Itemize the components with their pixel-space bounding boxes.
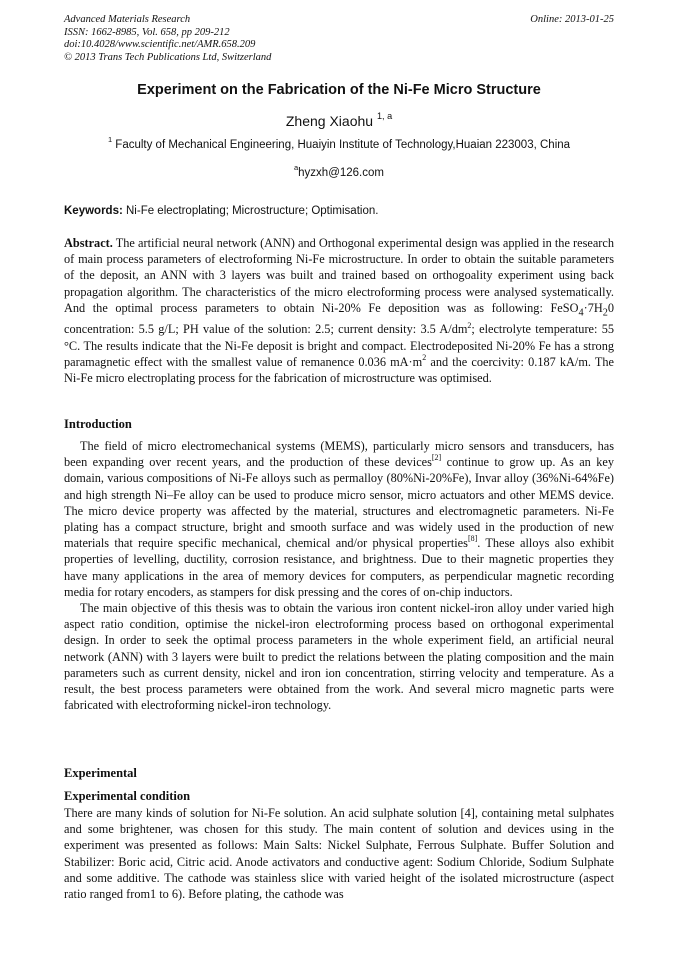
citation-ref[interactable]: [2]	[431, 453, 442, 463]
email-address: hyzxh@126.com	[298, 167, 384, 179]
abstract-text-4: ; electrolyte temperature: 55 °C. The results indicate that the Ni-Fe deposit is bright and compact. Electrodeposited Ni-20% Fe has a strong paramagnetic effect with the smallest value of remanence 0.036 mA·m	[64, 322, 614, 369]
paper-title: Experiment on the Fabrication of the Ni-Fe Micro Structure	[137, 82, 541, 98]
journal-name: Advanced Materials Research	[64, 14, 191, 25]
introduction-heading: Introduction	[64, 417, 132, 431]
copyright-line: © 2013 Trans Tech Publications Ltd, Switzerland	[64, 51, 272, 63]
abstract-sub-1: 4	[578, 307, 584, 319]
author-line	[40, 113, 638, 129]
experimental-heading: Experimental	[64, 766, 137, 780]
introduction-body	[64, 438, 614, 713]
abstract	[64, 235, 614, 386]
abstract-text-5: and the coercivity: 0.187 kA/m. The Ni-Fe micro electroplating process for the fabrication of microstructure was optimised.	[64, 354, 615, 386]
abstract-text-2: ·7H	[583, 300, 603, 315]
affiliation	[40, 135, 638, 151]
citation-ref[interactable]: [8]	[467, 534, 478, 544]
email-line	[40, 163, 638, 179]
affiliation-text: Faculty of Mechanical Engineering, Huaiyin Institute of Technology,Huaian 223003, China	[115, 139, 571, 151]
keywords-text: Ni-Fe electroplating; Microstructure; Optimisation.	[126, 205, 379, 217]
abstract-sub-2: 2	[602, 307, 608, 319]
author-sup: 1, a	[376, 111, 393, 122]
keywords	[64, 205, 616, 217]
affiliation-sup: 1	[107, 135, 113, 145]
intro-p1-a: The field of micro electromechanical systems (MEMS), particularly micro sensors and transducers, has been expanding over recent years, and the production of these devices	[64, 439, 614, 470]
abstract-text-3: 0 concentration: 5.5 g/L; PH value of the solution: 2.5; current density: 3.5 A/dm	[64, 300, 614, 337]
abstract-label: Abstract.	[64, 236, 113, 250]
keywords-label: Keywords:	[64, 205, 123, 217]
journal-header	[64, 14, 271, 64]
email-sup: a	[294, 163, 299, 173]
doi-line: doi:10.4028/www.scientific.net/AMR.658.209	[64, 39, 256, 50]
intro-p1-c: . These alloys also exhibit properties of levelling, ductility, corrosion resistance, and brightness. Due to their magnetic properties they have many applications in the area of memory devices for computers, as perpendicular magnetic recording media for rotary encoders, as stampers for disk pressing and the cores of on-chip inductors.	[64, 536, 614, 599]
experimental-condition-text: There are many kinds of solution for Ni-Fe solution. An acid sulphate solution [4], containing metal sulphates and some brightener, was chosen for this study. The main content of solution and devices using in the experiment was presented as follows: Main Salts: Nickel Sulphate, Ferrous Sulphate. Buffer Solution and Stabilizer: Boric acid, Citric acid. Anode activators and conductive agent: Sodium Chloride, Sodium Sulphate and some additive. The cathode was stainless slice with varied height of the isolated microstructure (aspect ratio ranged from1 to 6). Before plating, the cathode was	[64, 806, 614, 902]
experimental-condition-heading: Experimental condition	[64, 789, 191, 803]
introduction-paragraph-2: The main objective of this thesis was to obtain the various iron content nickel-iron alloy under varied high aspect ratio condition, optimise the nickel-iron electroforming process based on orthogonal experimental design. In order to seek the optimal process parameters in the whole experiment field, an artificial neural network (ANN) with 3 layers were built to predict the relations between the plating composition and the main parameters such as current density, nickel and iron ion concentration, stirring velocity and temperature. As a result, the best process parameters were obtained from the work. And several micro magnetic parts were fabricated with electroforming nickel-iron technology.	[64, 601, 614, 713]
abstract-sup-1: 2	[467, 320, 472, 330]
online-date: Online: 2013-01-25	[530, 14, 614, 25]
intro-p1-b: continue to grow up. As an key domain, various compositions of Ni-Fe alloys such as permalloy (80%Ni-20%Fe), Invar alloy (36%Ni-64%Fe) and high strength Ni–Fe alloy can be used to produce micro sensor, micro actuators and other MEMS device. The micro device property was affected by the material, structures and electromagnetic parameters. Ni-Fe plating has a compact structure, bright and smooth surface and was widely used in the production of new materials that require specific mechanical, chemical and/or physical properties	[64, 455, 614, 551]
abstract-text-1: The artificial neural network (ANN) and Orthogonal experimental design was applied in the research of main process parameters of electroforming Ni-Fe microstructure. In order to obtain the suitable parameters of the deposit, an ANN with 3 layers was built and trained based on orthogoality experiment using back propagation algorithm. The characteristics of the micro electroforming process were analysed systematically. And the optimal process parameters to obtain Ni-20% Fe deposition was as following: FeSO	[64, 236, 615, 315]
issn-line: ISSN: 1662-8985, Vol. 658, pp 209-212	[64, 26, 230, 38]
abstract-sup-2: 2	[422, 352, 427, 362]
introduction-paragraph-1	[64, 438, 614, 600]
author-name: Zheng Xiaohu	[285, 113, 374, 129]
